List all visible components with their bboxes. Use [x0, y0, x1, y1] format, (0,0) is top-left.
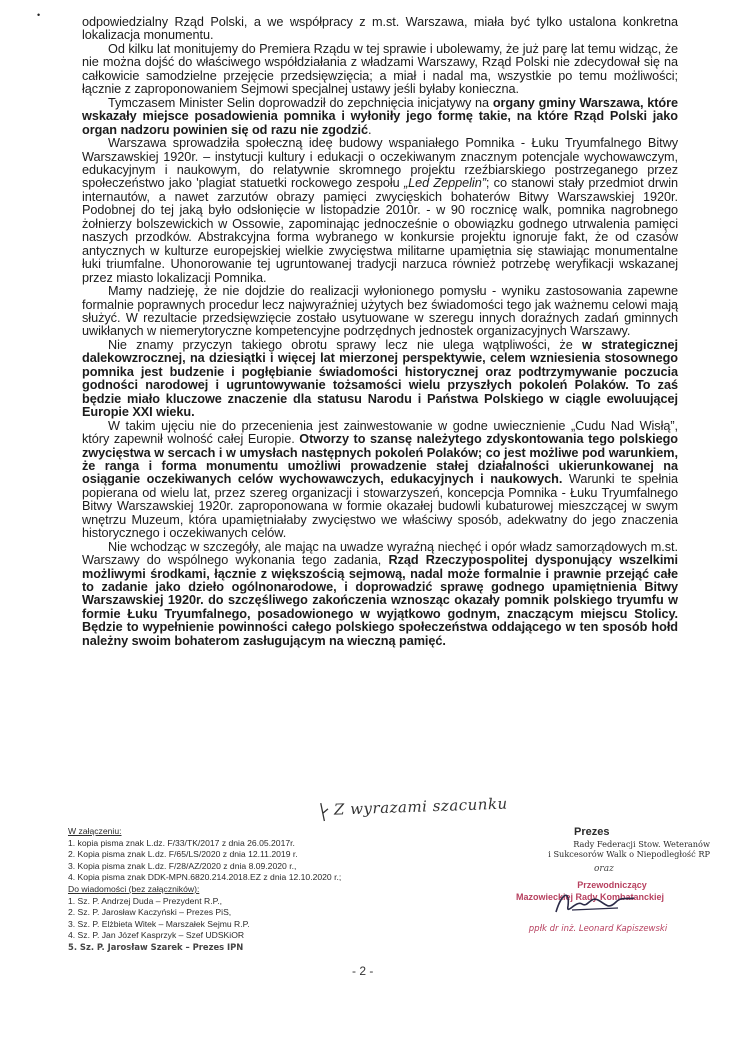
page-number: - 2 -	[352, 964, 374, 978]
attachments-header: W załączeniu:	[68, 826, 122, 836]
attachment-item: 3. Kopia pisma znak L.dz. F/28/AZ/2020 z dnia 8.09.2020 r.,	[68, 860, 297, 871]
cc-item: 2. Sz. P. Jarosław Kaczyński – Prezes PiS,	[68, 907, 232, 918]
signature-organization	[478, 840, 718, 859]
paragraph	[82, 420, 678, 541]
attachment-item: 4. Kopia pisma znak DDK-MPN.6820.214.2018.EZ z dnia 12.10.2020 r.;	[68, 872, 342, 883]
corner-mark: •	[37, 10, 41, 20]
stamp-name: ppłk dr inż. Leonard Kapiszewski	[528, 924, 668, 934]
paragraph	[82, 43, 678, 97]
handwritten-signature-icon	[548, 886, 638, 924]
signature-block	[478, 826, 718, 936]
stamp-line: Przewodniczący	[577, 880, 647, 890]
cc-item-handwritten: 5. Sz. P. Jarosław Szarek – Prezes IPN	[68, 941, 244, 952]
cc-item: 1. Sz. P. Andrzej Duda – Prezydent R.P.,	[68, 895, 222, 906]
text-run: Nie wchodząc w szczegóły, ale mając na uwadze wyraźną niechęć i opór władz samorządowych m.st. Warszawy do wspólnego wykonania tego zadania,	[82, 539, 678, 568]
text-run: odpowiedzialny Rząd Polski, a we współpracy z m.st. Warszawa, miała być tylko ustalona konkretna lokalizacja monumentu.	[82, 15, 678, 43]
org-line: i Sukcesorów Walk o Niepodległość RP	[548, 848, 710, 859]
attachment-item: 2. Kopia pisma znak L.dz. F/65/LS/2020 z dnia 12.11.2019 r.	[68, 849, 298, 860]
letter-body	[82, 16, 678, 648]
text-run: Tymczasem Minister Selin doprowadził do zepchnięcia inicjatywy na	[108, 95, 493, 110]
cc-item: 4. Sz. P. Jan Józef Kasprzyk – Szef UDSKiOR	[68, 930, 245, 941]
pen-stroke-icon	[318, 801, 331, 823]
paragraph	[82, 541, 678, 649]
text-run: Od kilku lat monitujemy do Premiera Rządu w tej sprawie i ubolewamy, że już parę lat temu widząc, że nie można dojść do właściwego współdziałania z władzami Warszawy, Rząd Polski nie zdecydował się na całkowicie samodzielne przejęcie przedsięwzięcia; a miał i nadal ma, wszystkie po temu możliwości; łącznie z zaproponowaniem Sejmowi specjalnej ustawy jeśli byłaby konieczna.	[82, 41, 678, 97]
italic-text: „Led Zeppelin”	[403, 176, 486, 191]
text-run: Warunki te spełnia popierana od wielu lat, przez szereg organizacji i stowarzyszeń, koncepcja Pomnika - Łuku Tryumfalnego Bitwy Warszawskiej 1920r. zaproponowana w formie okazałej budowli kubaturowej mieszczącej w swym wnętrzu Muzeum, która upamiętniałaby zwycięstwo we właściwy sposób, adekwatny do jego znaczenia historycznego i oczekiwanych celów.	[82, 472, 678, 541]
org-line: Rady Federacji Stow. Weteranów	[573, 839, 710, 849]
signature-title: Prezes	[574, 826, 610, 838]
closing-handwritten	[318, 789, 559, 827]
bold-text: organy gminy Warszawa, które wskazały miejsce posadowienia pomnika i wyłoniły jego formę takie, na które Rząd Polski jako organ nadzoru powinien się od razu nie zgodzić	[82, 95, 678, 137]
stamp-line: Mazowieckiej Rady Kombatanckiej	[515, 892, 665, 902]
bold-text: w strategicznej dalekowzrocznej, na dziesiątki i więcej lat mierzonej perspektywie, celem wzniesienia stosownego pomnika jest budzenie i pogłębianie świadomości historycznej oraz podtrzymywanie poczucia godności narodowej i ugruntowywanie tożsamości wielu przyszłych pokoleń Polaków. To zaś będzie miało kluczowe znaczenie dla statusu Narodu i Państwa Polskiego w ciągle ewoluującej Europie XXI wieku.	[82, 337, 678, 420]
text-run: .	[368, 122, 372, 137]
signature-oraz: oraz	[594, 864, 614, 874]
text-run: Mamy nadzieję, że nie dojdzie do realizacji wyłonionego pomysłu - wyniku zastosowania zapewne formalnie poprawnych procedur lecz najwyraźniej użytych bez świadomości tego jak ważnemu celowi mają służyć. W rezultacie przedsięwzięcie zostało usytuowane w szeregu innych doraźnych zadań gminnych uwikłanych w niemerytoryczne kompetencyjne podrzędnych jednostek organizacyjnych Warszawy.	[82, 284, 678, 339]
paragraph	[82, 16, 678, 43]
bold-text: Otworzy to szansę należytego zdyskontowania tego polskiego zwycięstwa w sercach i w umysłach następnych pokoleń Polaków; co jest możliwe pod warunkiem, że ranga i forma monumentu umożliwi prowadzenie stałej działalności ukierunkowanej na osiąganie oczekiwanych celów wychowawczych, edukacyjnych i naukowych.	[82, 432, 678, 487]
text-run: W takim ujęciu nie do przecenienia jest zainwestowanie w godne uwiecznienie „Cudu Nad Wisłą”, który zapewnił wolność całej Europie.	[82, 418, 678, 447]
attachment-item: 1. kopia pisma znak L.dz. F/33/TK/2017 z dnia 26.05.2017r.	[68, 837, 295, 848]
paragraph	[82, 285, 678, 339]
attachments-section	[68, 826, 398, 954]
cc-item: 3. Sz. P. Elżbieta Witek – Marszałek Sejmu R.P.	[68, 918, 250, 929]
closing-text: Z wyrazami szacunku	[333, 794, 508, 819]
bold-text: Rząd Rzeczypospolitej dysponujący wszelkimi możliwymi środkami, łącznie z większością sejmową, nadal może formalnie i prawnie przejąć całe to zadanie jako dzieło ogólnonarodowe, i doprowadzić sprawę godnego upamiętnienia Bitwy Warszawskiej 1920r. do szczęśliwego zakończenia wznosząc okazały pomnik polskiego tryumfu w formie Łuku Tryumfalnego, posadowionego w wyjątkowo godnym, znaczącym miejscu Stolicy. Będzie to wypełnienie powinności całego polskiego społeczeństwa oddającego w ten sposób hołd należny swoim bohaterom zasługującym na wieczną pamięć.	[82, 553, 678, 648]
paragraph	[82, 97, 678, 137]
paragraph	[82, 137, 678, 285]
paragraph	[82, 339, 678, 420]
text-run: ; co stanowi stały przedmiot drwin internautów, a nawet zarzutów obrazy pamięci zwycięskich bohaterów Bitwy Warszawskiej 1920r. Podobnej do tej jaką było odsłonięcie w listopadzie 2010r. - w 90 rocznicę walk, pomnika nagrobnego żołnierzy bolszewickich w Ossowie, zapominając jednocześnie o obowiązku godnego utrwalenia pamięci naszych przodków. Abstrakcyjna forma wybranego w konkursie projektu ignoruje fakt, że od czasów antycznych w kulturze europejskiej wielkie zwycięstwa militarne upamiętnia się stawiając monumentalne łuki triumfalne. Uhonorowanie tej ugruntowanej tradycji narzuca również potrzebę weryfikacji wskazanej przez miasto lokalizacji Pomnika.	[82, 176, 678, 285]
cc-header: Do wiadomości (bez załączników):	[68, 883, 200, 894]
text-run: Warszawa sprowadziła społeczną ideę budowy wspaniałego Pomnika - Łuku Tryumfalnego Bitwy Warszawskiej 1920r. – instytucji kultury i edukacji o oczekiwanym znacznym potencjale wychowawczym, edukacyjnym i naukowym, do relatywnie skromnego projektu rzeźbiarskiego postrzeganego przez społeczeństwo jako 'plagiat statuetki rockowego zespołu	[82, 136, 678, 191]
text-run: Nie znamy przyczyn takiego obrotu sprawy lecz nie ulega wątpliwości, że	[108, 337, 582, 352]
